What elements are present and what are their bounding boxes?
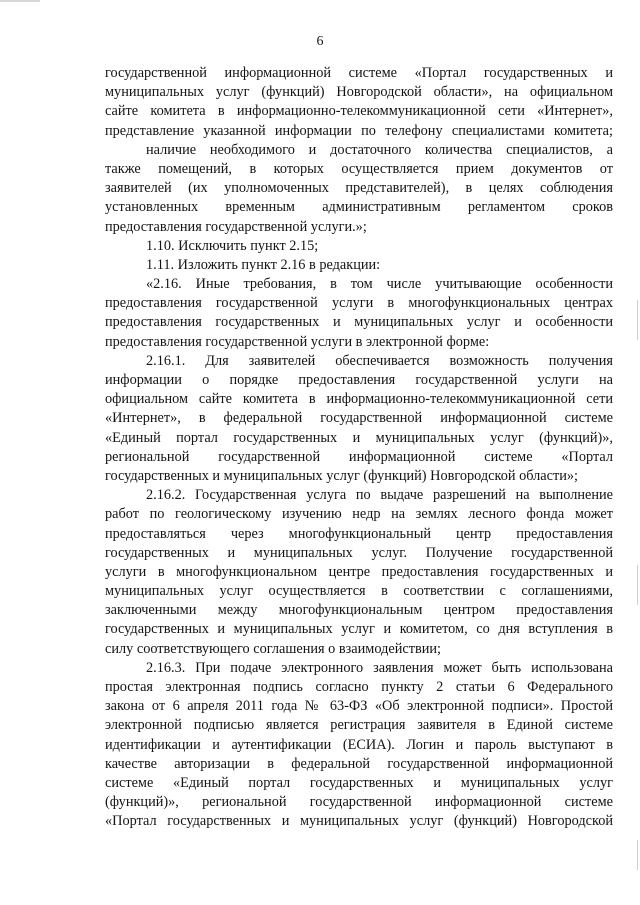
text-line: информации о порядке предоставления государственной услуги на	[105, 372, 613, 388]
text-line: государственных и муниципальных услуг. Получение государственной	[105, 544, 613, 561]
text-line: предоставления государственной услуги в многофункциональных центрах	[105, 295, 613, 312]
text-line: 2.16.3. При подаче электронного заявления может быть использована	[146, 659, 613, 676]
text-line: «Интернет», в федеральной государственной информационной системе	[105, 410, 613, 427]
text-line: 2.16.1. Для заявителей обеспечивается возможность получения	[146, 352, 613, 369]
text-line: муниципальных услуг (функций) Новгородской области», на официальном	[105, 84, 613, 101]
text-line: заключенными между многофункциональным центром предоставления	[105, 602, 613, 619]
text-line: (функций)», региональной государственной информационной системе	[105, 794, 613, 811]
scan-edge-mark	[637, 840, 638, 870]
text-line: муниципальных услуг осуществляется в соответствии с соглашениями,	[105, 583, 613, 600]
text-line: закона от 6 апреля 2011 года № 63-ФЗ «Об электронной подписи». Простой	[105, 698, 613, 715]
text-line: государственных и муниципальных услуг и комитетом, со дня вступления в	[105, 621, 613, 638]
document-body	[105, 64, 613, 832]
scan-edge-mark	[637, 300, 638, 340]
page-number: 6	[316, 34, 324, 49]
text-line: региональной государственной информационной системе «Портал	[105, 448, 613, 465]
text-line: установленных временным административным регламентом сроков	[105, 199, 613, 216]
text-line: официальном сайте комитета в информационно-телекоммуникационной сети	[105, 391, 613, 408]
text-line: «2.16. Иные требования, в том числе учитывающие особенности	[146, 276, 613, 293]
scan-edge-mark	[0, 0, 40, 2]
text-line: сайте комитета в информационно-телекоммуникационной сети «Интернет»,	[105, 103, 613, 120]
text-line: идентификации и аутентификации (ЕСИА). Логин и пароль выступают в	[105, 736, 613, 753]
text-line: предоставления государственной услуги.»;	[105, 218, 367, 235]
text-line: услуги в многофункциональном центре предоставления государственных и	[105, 563, 613, 580]
text-line: также помещений, в которых осуществляется прием документов от	[105, 160, 613, 177]
text-line: государственных и муниципальных услуг (функций) Новгородской области»;	[105, 467, 579, 484]
text-line: предоставления государственной услуги в электронной форме:	[105, 333, 490, 350]
text-line: предоставления государственных и муниципальных услуг и особенности	[105, 314, 613, 331]
text-line: заявителей (их уполномоченных представителей), в целях соблюдения	[105, 180, 613, 197]
text-line: электронной подписью является регистрация заявителя в Единой системе	[105, 717, 613, 734]
text-line: силу соответствующего соглашения о взаимодействии;	[105, 640, 441, 657]
text-line: государственной информационной системе «Портал государственных и	[105, 65, 613, 81]
text-line: простая электронная подпись согласно пункту 2 статьи 6 Федерального	[105, 679, 613, 695]
text-line: 2.16.2. Государственная услуга по выдаче разрешений на выполнение	[146, 487, 613, 504]
text-line: «Единый портал государственных и муниципальных услуг (функций)»,	[105, 429, 613, 446]
text-line: качестве авторизации в федеральной государственной информационной	[105, 755, 613, 772]
text-line: 1.10. Исключить пункт 2.15;	[146, 237, 319, 254]
text-line: 1.11. Изложить пункт 2.16 в редакции:	[146, 256, 381, 273]
scan-edge-mark	[637, 565, 638, 605]
text-line: работ по геологическому изучению недр на землях лесного фонда может	[105, 506, 613, 523]
text-line: системе «Единый портал государственных и муниципальных услуг	[105, 774, 613, 791]
text-line: «Портал государственных и муниципальных услуг (функций) Новгородской	[105, 813, 613, 830]
text-line: представление указанной информации по телефону специалистами комитета;	[105, 122, 613, 139]
text-line: предоставляться через многофункциональный центр предоставления	[105, 525, 613, 542]
text-line: наличие необходимого и достаточного количества специалистов, а	[146, 141, 613, 158]
